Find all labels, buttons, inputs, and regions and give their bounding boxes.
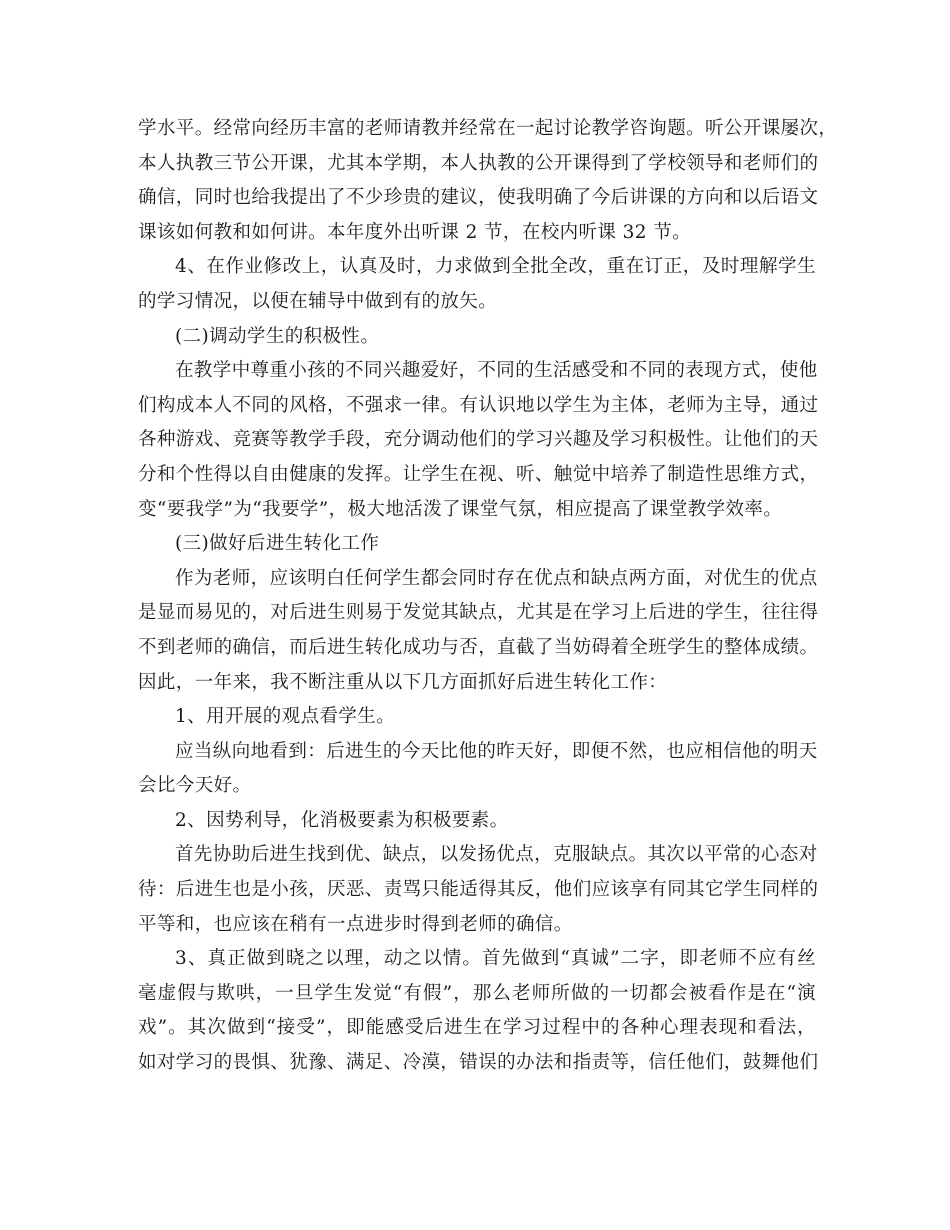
text-line: 4、在作业修改上，认真及时，力求做到全批全改，重在订正，及时理解学生 xyxy=(175,256,816,278)
document-page xyxy=(138,112,838,1081)
paragraph xyxy=(138,804,816,839)
paragraph xyxy=(138,354,819,527)
text-line: 2、因势利导，化消极要素为积极要素。 xyxy=(175,809,509,831)
paragraph xyxy=(138,735,816,804)
text-line: 确信，同时也给我提出了不少珍贵的建议，使我明确了今后讲课的方向和以后语文 xyxy=(138,187,819,209)
text-line: 因此，一年来，我不断注重从以下几方面抓好后进生转化工作： xyxy=(138,671,668,693)
text-line: 作为老师，应该明白任何学生都会同时存在优点和缺点两方面，对优生的优点 xyxy=(175,567,818,589)
paragraph xyxy=(138,320,816,355)
paragraph xyxy=(138,700,816,735)
text-line: 如对学习的畏惧、犹豫、满足、冷漠，错误的办法和指责等，信任他们，鼓舞他们 xyxy=(138,1052,819,1074)
text-line: 们构成本人不同的风格，不强求一律。有认识地以学生为主体，老师为主导，通过 xyxy=(138,394,819,416)
text-line: 应当纵向地看到：后进生的今天比他的昨天好，即便不然，也应相信他的明天 xyxy=(175,740,818,762)
text-line: 本人执教三节公开课，尤其本学期，本人执教的公开课得到了学校领导和老师们的 xyxy=(138,152,819,174)
paragraph xyxy=(138,838,819,942)
paragraph xyxy=(138,112,838,250)
text-line: (二)调动学生的积极性。 xyxy=(175,325,380,347)
text-line: 变“要我学”为“我要学”，极大地活泼了课堂气氛，相应提高了课堂教学效率。 xyxy=(138,498,783,520)
text-line: 是显而易见的，对后进生则易于发觉其缺点，尤其是在学习上后进的学生，往往得 xyxy=(138,602,819,624)
text-line: 会比今天好。 xyxy=(138,775,252,797)
text-line: (三)做好后进生转化工作 xyxy=(175,533,380,555)
text-line: 平等和，也应该在稍有一点进步时得到老师的确信。 xyxy=(138,913,573,935)
paragraph xyxy=(138,562,819,700)
text-line: 待：后进生也是小孩，厌恶、责骂只能适得其反，他们应该享有同其它学生同样的 xyxy=(138,879,819,901)
text-line: 各种游戏、竞赛等教学手段，充分调动他们的学习兴趣及学习积极性。让他们的天 xyxy=(138,429,819,451)
text-line: 分和个性得以自由健康的发挥。让学生在视、听、触觉中培养了制造性思维方式， xyxy=(138,463,819,485)
paragraph xyxy=(138,942,819,1080)
text-line: 3、真正做到晓之以理，动之以情。首先做到“真诚”二字，即老师不应有丝 xyxy=(175,948,816,970)
paragraph xyxy=(138,250,816,319)
text-line: 课该如何教和如何讲。本年度外出听课 2 节，在校内听课 32 节。 xyxy=(138,221,692,243)
text-line: 学水平。经常向经历丰富的老师请教并经常在一起讨论教学咨询题。听公开课屡次， xyxy=(138,118,838,139)
paragraph xyxy=(138,527,816,562)
text-line: 的学习情况，以便在辅导中做到有的放矢。 xyxy=(138,290,498,312)
text-line: 戏”。其次做到“接受”，即能感受后进生在学习过程中的各种心理表现和看法， xyxy=(138,1017,816,1039)
text-line: 在教学中尊重小孩的不同兴趣爱好，不同的生活感受和不同的表现方式，使他 xyxy=(175,360,818,382)
text-line: 首先协助后进生找到优、缺点，以发扬优点，克服缺点。其次以平常的心态对 xyxy=(175,844,818,866)
text-line: 1、用开展的观点看学生。 xyxy=(175,706,396,728)
text-line: 毫虚假与欺哄，一旦学生发觉“有假”，那么老师所做的一切都会被看作是在“演 xyxy=(138,982,816,1004)
text-line: 不到老师的确信，而后进生转化成功与否，直截了当妨碍着全班学生的整体成绩。 xyxy=(138,636,819,658)
